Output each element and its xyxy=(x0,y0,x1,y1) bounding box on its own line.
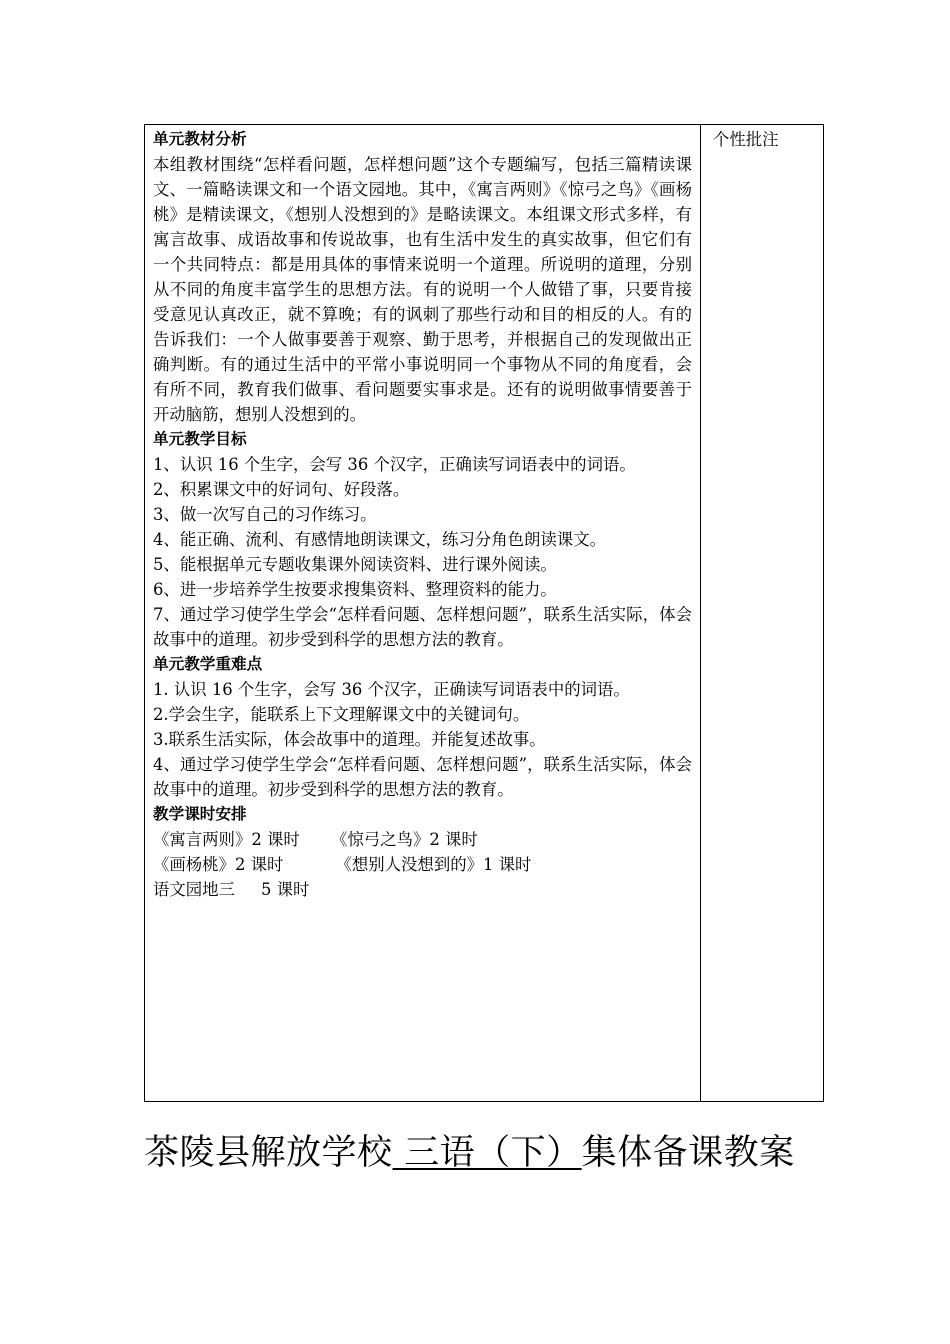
annotation-cell xyxy=(701,125,823,1101)
goal-item: 7、通过学习使学生学会“怎样看问题、怎样想问题”，联系生活实际，体会故事中的道理。初步受到科学的思想方法的教育。 xyxy=(153,605,692,649)
schedule-row: 《寓言两则》2 课时 《惊弓之鸟》2 课时 xyxy=(153,830,478,849)
key-point-item: 4、通过学习使学生学会“怎样看问题、怎样想问题”，联系生活实际，体会故事中的道理。初步受到科学的思想方法的教育。 xyxy=(153,755,692,799)
goal-item: 1、认识 16 个生字，会写 36 个汉字，正确读写词语表中的词语。 xyxy=(153,455,636,474)
footer-school: 茶陵县解放学校 xyxy=(144,1133,393,1173)
lesson-plan-table xyxy=(144,124,824,1102)
goal-item: 3、做一次写自己的习作练习。 xyxy=(153,505,377,524)
key-points-heading: 单元教学重难点 xyxy=(153,655,263,673)
analysis-heading: 单元教材分析 xyxy=(153,130,247,148)
goal-item: 5、能根据单元专题收集课外阅读资料、进行课外阅读。 xyxy=(153,555,557,574)
key-point-item: 1. 认识 16 个生字，会写 36 个汉字，正确读写词语表中的词语。 xyxy=(153,680,630,699)
analysis-body: 本组教材围绕“怎样看问题，怎样想问题”这个专题编写，包括三篇精读课文、一篇略读课文和一个语文园地。其中，《寓言两则》《惊弓之鸟》《画杨桃》是精读课文，《想别人没想到的》是略读课文。本组课文形式多样，有寓言故事、成语故事和传说故事，也有生活中发生的真实故事，但它们有一个共同特点：都是用具体的事情来说明一个道理。所说明的道理，分别从不同的角度丰富学生的思想方法。有的说明一个人做错了事，只要肯接受意见认真改正，就不算晚；有的讽刺了那些行动和目的相反的人。有的告诉我们：一个人做事要善于观察、勤于思考，并根据自己的发现做出正确判断。有的通过生活中的平常小事说明同一个事物从不同的角度看，会有所不同，教育我们做事、看问题要实事求是。还有的说明做事情要善于开动脑筋，想别人没想到的。 xyxy=(153,155,692,424)
main-content-cell xyxy=(145,125,701,1101)
schedule-row: 《画杨桃》2 课时 《想别人没想到的》1 课时 xyxy=(153,855,532,874)
annotation-header: 个性批注 xyxy=(713,130,779,149)
footer-title xyxy=(144,1128,795,1178)
goal-item: 6、进一步培养学生按要求搜集资料、整理资料的能力。 xyxy=(153,580,557,599)
footer-subject: 三语（下） xyxy=(392,1133,582,1173)
schedule-heading: 教学课时安排 xyxy=(153,805,247,823)
goals-heading: 单元教学目标 xyxy=(153,430,247,448)
schedule-row: 语文园地三 5 课时 xyxy=(153,880,310,899)
key-point-item: 2.学会生字，能联系上下文理解课文中的关键词句。 xyxy=(153,705,530,724)
goal-item: 4、能正确、流利、有感情地朗读课文，练习分角色朗读课文。 xyxy=(153,530,606,549)
goal-item: 2、积累课文中的好词句、好段落。 xyxy=(153,480,410,499)
key-point-item: 3.联系生活实际，体会故事中的道理。并能复述故事。 xyxy=(153,730,546,749)
footer-suffix: 集体备课教案 xyxy=(581,1133,795,1173)
